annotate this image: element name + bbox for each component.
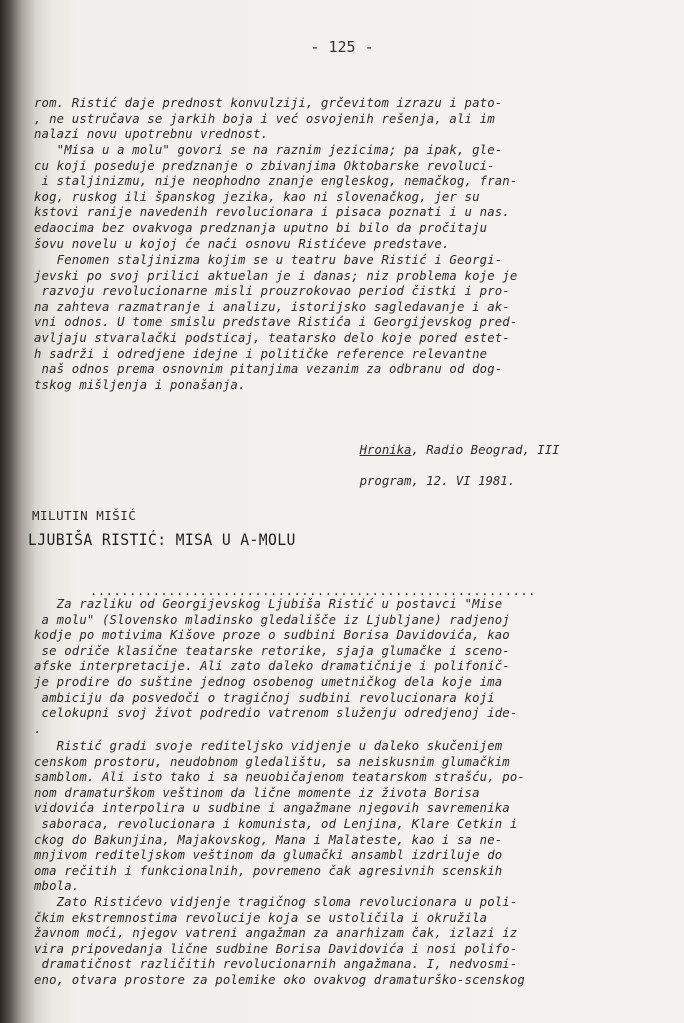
text-line: vni odnos. U tome smislu predstave Ristića i Georgijevskog pred- [34, 315, 518, 330]
text-line: rom. Ristić daje prednost konvulziji, grčevitom izrazu i pato- [34, 96, 503, 110]
text-line: edaocima bez ovakvoga predznanja uputno bi bilo da pročitaju [34, 220, 488, 235]
text-line: kog, ruskog ili španskog jezika, kao ni slovenačkog, jer su [34, 189, 480, 204]
text-line: celokupni svoj život podredio vatrenom služenju odredjenoj ide- [34, 706, 518, 721]
text-line: oma rečitih i funkcionalnih, povremeno čak agresivnih scenskih [34, 863, 503, 878]
article-author: MILUTIN MIŠIĆ [32, 508, 137, 523]
source-details: , Radio Beograd, III [411, 442, 560, 457]
paragraph-3 [34, 253, 674, 393]
text-line: ckog do Bakunjina, Majakovskog, Mana i Malateste, kao i sa ne- [34, 832, 503, 847]
text-line: jevski po svoj prilici aktuelan je i danas; niz problema koje je [34, 268, 518, 283]
source-citation [330, 427, 560, 505]
text-line: "Misa u a molu" govori se na raznim jezicima; pa ipak, gle- [34, 143, 503, 157]
text-line: na zahteva razmatranje i analizu, istorijsko sagledavanje i ak- [34, 299, 510, 314]
text-line: Fenomen staljinizma kojim se u teatru bave Ristić i Georgi- [34, 253, 503, 267]
text-line: tskog mišljenja i ponašanja. [34, 377, 246, 392]
text-line: nom dramaturškom veštinom da lične momente iz života Borisa [34, 785, 480, 800]
paragraph-5 [34, 739, 674, 895]
text-line: Za razliku od Georgijevskog Ljubiša Ristić u postavci "Mise [34, 597, 503, 611]
source-name: Hronika [359, 442, 412, 457]
text-line: cu koji poseduje predznanje o zbivanjima Oktobarske revoluci- [34, 158, 495, 173]
text-line: dramatičnost različitih revolucionarnih angažmana. I, nedvosmi- [34, 957, 518, 972]
text-line: censkom prostoru, neudobnom gledalištu, sa neiskusnim glumačkim [34, 754, 510, 769]
text-line: Zato Ristićevo vidjenje tragičnog sloma revolucionara u poli- [34, 895, 518, 909]
paragraph-4 [34, 597, 674, 737]
text-line: mnjivom rediteljskom veštinom da glumački ansambl izdriluje do [34, 848, 503, 863]
article-title: LJUBIŠA RISTIĆ: MISA U A-MOLU [28, 530, 296, 549]
text-line: Ristić gradi svoje rediteljsko vidjenje u daleko skučenijem [34, 739, 503, 753]
text-line: avljaju stvaralački podsticaj, teatarsko delo koje pored estet- [34, 330, 510, 345]
text-line: afske interpretacije. Ali zato daleko dramatičnije i polifonič- [34, 659, 510, 674]
text-line: ambiciju da posvedoči o tragičnoj sudbini revolucionara koji [34, 690, 495, 705]
text-line: žavnom moći, njegov vatreni angažman za anarhizam čak, izlazi iz [34, 926, 518, 941]
separator-dots: ......................................................... [90, 584, 537, 598]
page-number: - 125 - [310, 38, 374, 56]
paragraph-1 [34, 96, 674, 143]
text-line: i staljinizmu, nije neophodno znanje engleskog, nemačkog, fran- [34, 174, 518, 189]
text-line: vira pripovedanja lične sudbine Borisa Davidovića i nosi polifo- [34, 941, 518, 956]
text-line: kodje po motivima Kišove proze o sudbini Borisa Davidovića, kao [34, 628, 510, 643]
text-line: h sadrži i odredjene idejne i političke reference relevantne [34, 346, 488, 361]
text-line: je prodire do suštine jednog osobenog umetničkog dela koje ima [34, 674, 503, 689]
text-line: čkim ekstremnostima revolucije koja se ustoličila i okružila [34, 910, 488, 925]
text-line: samblom. Ali isto tako i sa neuobičajenom teatarskom strašću, po- [34, 770, 525, 785]
text-line: se odriče klasične teatarske retorike, sjaja glumačke i sceno- [34, 643, 510, 658]
text-line: šovu novelu u kojoj će naći osnovu Ristićeve predstave. [34, 236, 450, 251]
text-line: a molu" (Slovensko mladinsko gledališče iz Ljubljane) radjenoj [34, 612, 510, 627]
text-line: , ne ustručava se jarkih boja i već osvojenih rešenja, ali im [34, 111, 495, 126]
text-line: eno, otvara prostore za polemike oko ovakvog dramaturško-scenskog [34, 972, 525, 987]
text-line: naš odnos prema osnovnim pitanjima vezanim za odbranu od dog- [34, 362, 503, 377]
text-line: nalazi novu upotrebnu vrednost. [34, 127, 269, 142]
text-line: mbola. [34, 879, 80, 894]
source-date: program, 12. VI 1981. [359, 473, 516, 488]
text-line: kstovi ranije navedenih revolucionara i pisaca poznati i u nas. [34, 205, 510, 220]
text-line: saboraca, revolucionara i komunista, od Lenjina, Klare Cetkin i [34, 816, 518, 831]
text-line: razvoju revolucionarne misli prouzrokovao period čistki i pro- [34, 284, 510, 299]
paragraph-2 [34, 143, 674, 252]
paragraph-6 [34, 895, 674, 989]
text-line: vidovića interpolira u sudbine i angažmane njegovih savremenika [34, 801, 510, 816]
text-line: . [34, 721, 42, 736]
